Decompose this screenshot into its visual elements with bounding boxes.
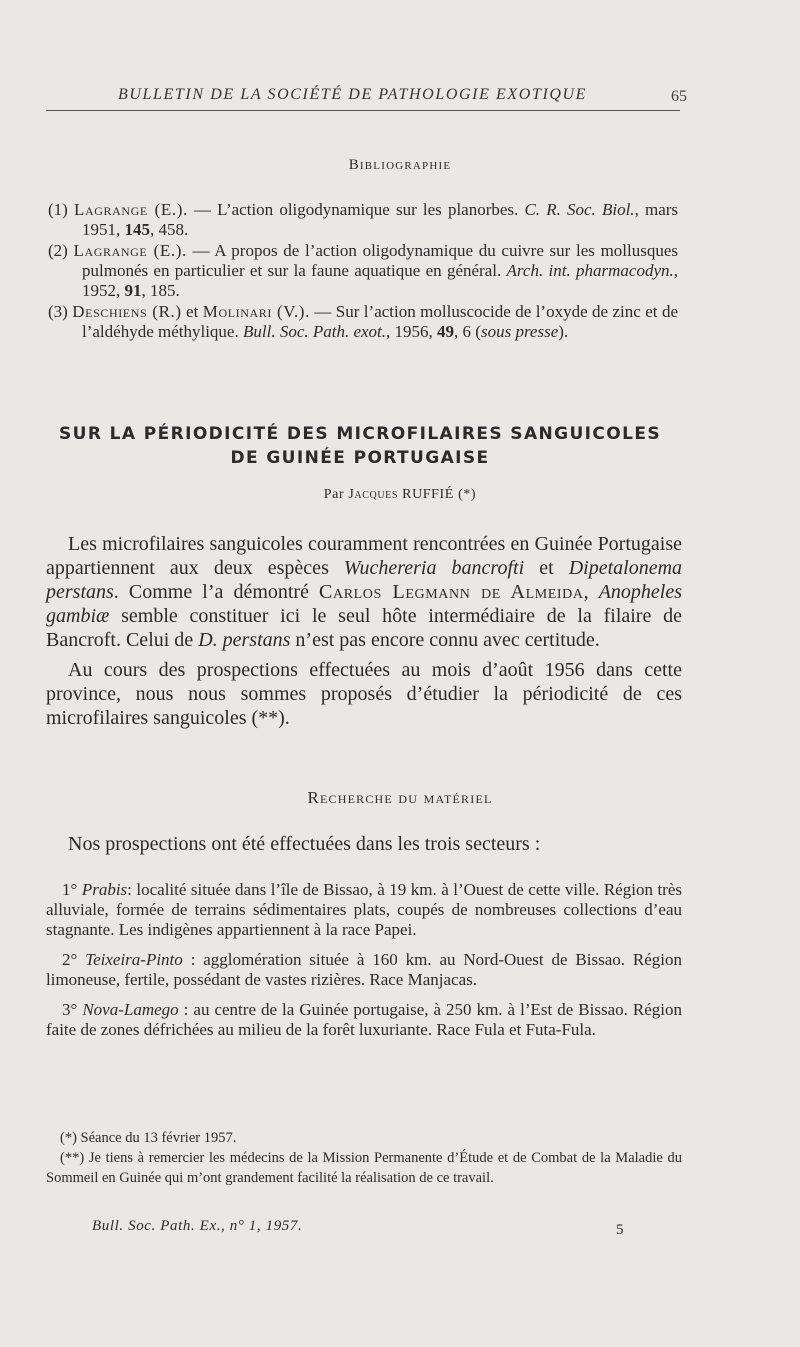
- ref-author: Lagrange (E.).: [73, 241, 187, 260]
- signature-mark: 5: [616, 1222, 624, 1238]
- paragraph: Les microfilaires sanguicoles couramment rencontrées en Guinée Portugaise appartiennent aux deux espèces Wuchereria bancrofti et Dipetalonema perstans. Comme l’a démontré Carlos Legmann de Almeida, Anopheles gambiæ semble constituer ici le seul hôte intermédiaire de la filaire de Bancroft. Celui de D. perstans n’est pas encore connu avec certitude.: [46, 533, 683, 651]
- page-number: 65: [671, 88, 687, 105]
- byline: Par Jacques RUFFIÉ (*): [323, 487, 477, 502]
- author-name: RUFFIÉ: [402, 487, 454, 502]
- ref-author: Deschiens (R.): [72, 302, 182, 321]
- list-item: 1° Prabis: localité située dans l’île de Bissao, à 19 km. à l’Ouest de cette ville. Région très alluviale, formée de terrains sédimentaires plats, coupés de nombreuses collections d’eau stagnante. Les indigènes appartiennent à la race Papei.: [46, 880, 682, 939]
- bibliography-title: Bibliographie: [348, 157, 452, 173]
- paragraph: Au cours des prospections effectuées au mois d’août 1956 dans cette province, nous nous sommes proposés d’étudier la périodicité de ces microfilaires sanguicoles (**).: [46, 659, 682, 729]
- paragraph: Nos prospections ont été effectuées dans les trois secteurs :: [68, 833, 541, 855]
- sectors-list: [46, 880, 682, 1050]
- reference-item: (3) Deschiens (R.) et Molinari (V.). — Sur l’action molluscocide de l’oxyde de zinc et de l’aldéhyde méthylique. Bull. Soc. Path. exot., 1956, 49, 6 (sous presse).: [48, 302, 678, 341]
- header-rule: [46, 110, 680, 111]
- footnotes: [46, 1128, 682, 1188]
- bibliography-list: [48, 200, 678, 343]
- ref-journal: Arch. int. pharmacodyn.: [506, 261, 674, 280]
- ref-author: Molinari (V.).: [202, 302, 310, 321]
- ref-journal: C. R. Soc. Biol.: [524, 200, 635, 219]
- ref-journal: Bull. Soc. Path. exot.: [242, 322, 387, 341]
- running-header: BULLETIN DE LA SOCIÉTÉ DE PATHOLOGIE EXOTIQUE: [118, 86, 588, 103]
- ref-author: Lagrange (E.).: [74, 200, 188, 219]
- sectors-intro: [46, 832, 682, 862]
- footnote: (*) Séance du 13 février 1957.: [60, 1130, 237, 1146]
- reference-item: (1) Lagrange (E.). — L’action oligodynamique sur les planorbes. C. R. Soc. Biol., mars 1951, 145, 458.: [48, 200, 679, 239]
- footnote: (**) Je tiens à remercier les médecins de la Mission Permanente d’Étude et de Combat de la Maladie du Sommeil en Guinée qui m’ont grandement facilité la réalisation de ce travail.: [46, 1150, 682, 1186]
- article-title: SUR LA PÉRIODICITÉ DES MICROFILAIRES SANGUICOLES DE GUINÉE PORTUGAISE: [58, 424, 662, 468]
- list-item: 2° Teixeira-Pinto : agglomération située à 160 km. au Nord-Ouest de Bissao. Région limoneuse, fertile, possédant de vastes rizières. Race Manjacas.: [46, 950, 682, 989]
- list-item: 3° Nova-Lamego : au centre de la Guinée portugaise, à 250 km. à l’Est de Bissao. Région faite de zones défrichées au milieu de la forêt luxuriante. Race Fula et Futa-Fula.: [46, 1000, 682, 1039]
- intro-text: [46, 532, 682, 736]
- section-title: Recherche du matériel: [307, 788, 493, 807]
- reference-item: (2) Lagrange (E.). — A propos de l’action oligodynamique du cuivre sur les mollusques pulmonés en particulier et sur la faune aquatique en général. Arch. int. pharmacodyn., 1952, 91, 185.: [48, 241, 679, 300]
- journal-reference: Bull. Soc. Path. Ex., n° 1, 1957.: [92, 1218, 303, 1234]
